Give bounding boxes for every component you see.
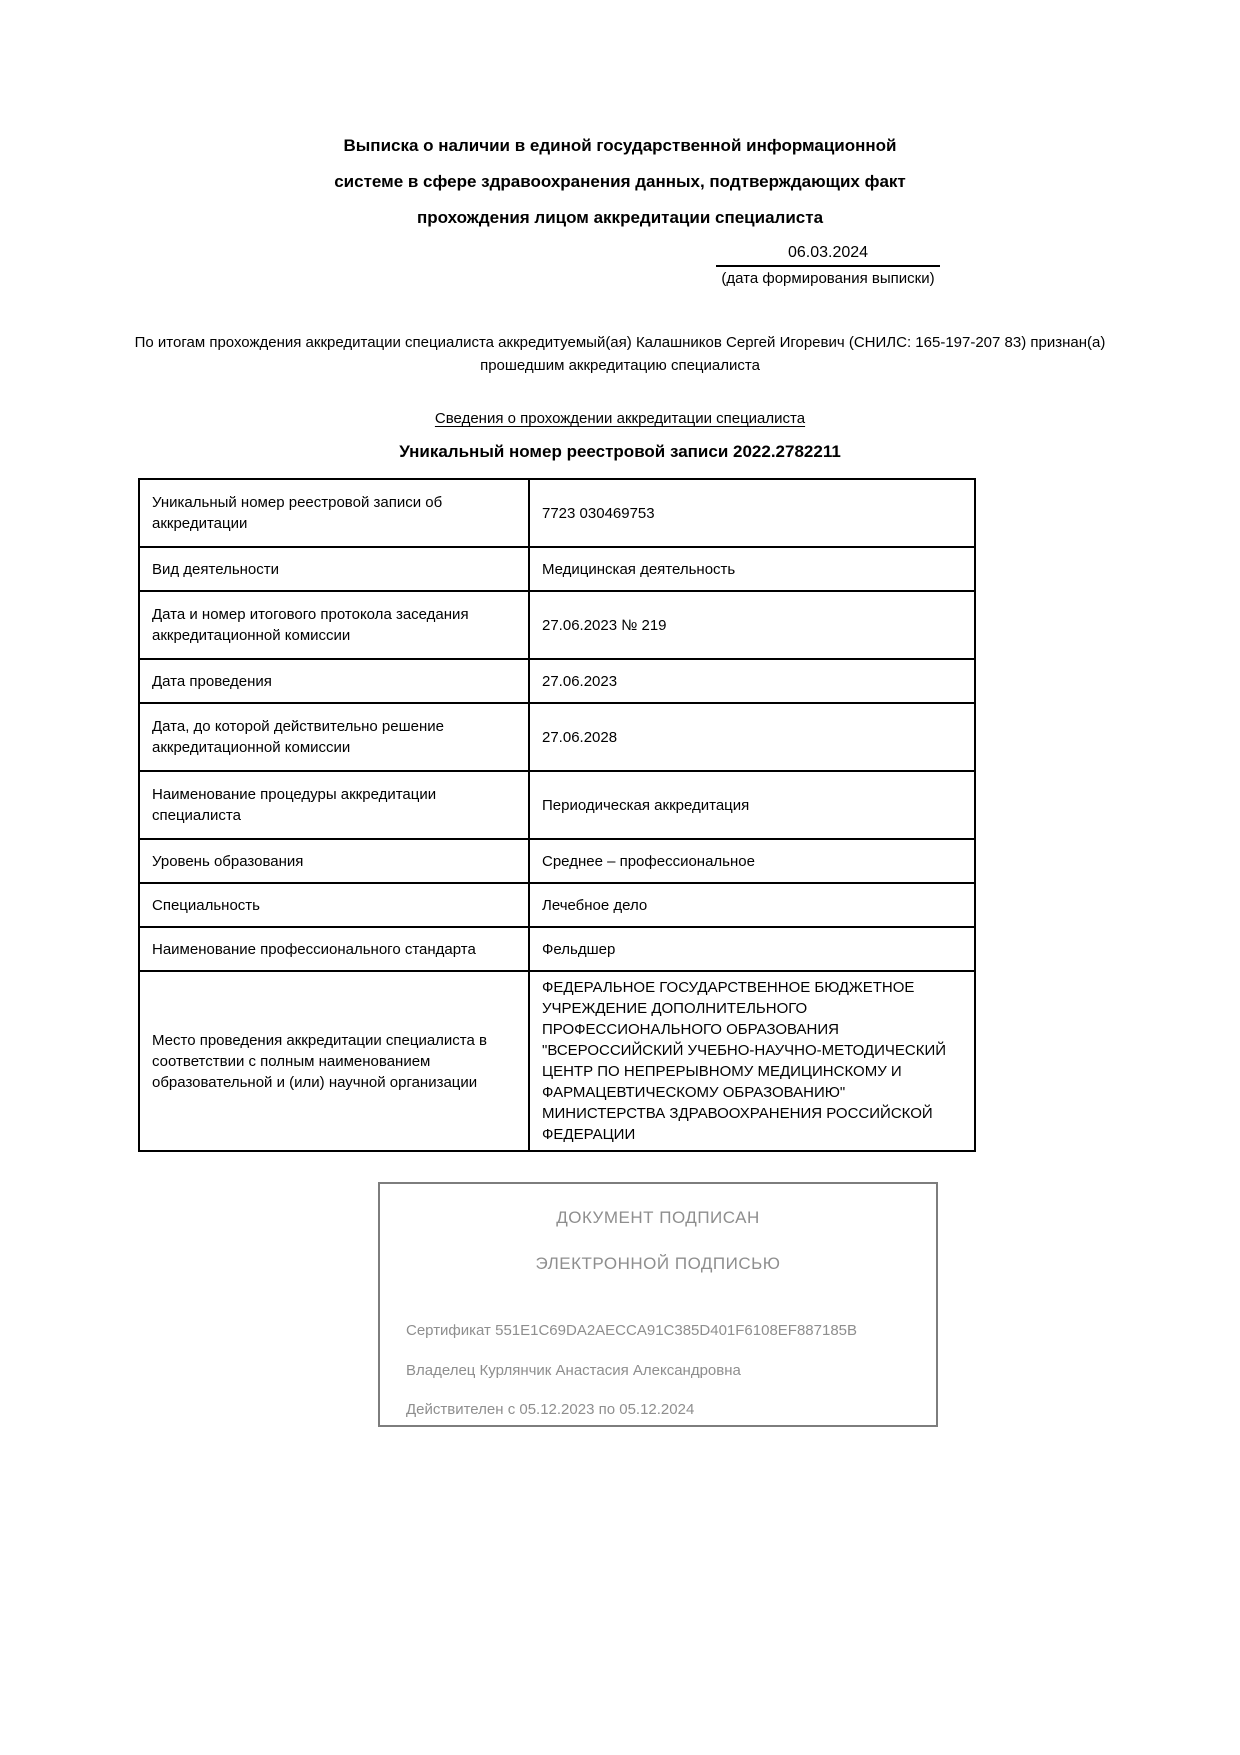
table-row (139, 771, 975, 839)
intro-paragraph: По итогам прохождения аккредитации специалиста аккредитуемый(ая) Калашников Сергей Игоревич (СНИЛС: 165-197-207 83) признан(а) прошедшим аккредитацию специалиста (134, 334, 1106, 374)
document-title-line: системе в сфере здравоохранения данных, подтверждающих факт (334, 172, 906, 191)
row-value: 7723 030469753 (529, 479, 975, 547)
registry-number-heading: Уникальный номер реестровой записи 2022.2782211 (399, 442, 841, 461)
row-label: Дата, до которой действительно решение аккредитационной комиссии (139, 703, 529, 771)
signature-owner: Владелец Курлянчик Анастасия Александровна (406, 1362, 741, 1379)
row-label: Наименование процедуры аккредитации специалиста (139, 771, 529, 839)
section-heading: Сведения о прохождении аккредитации специалиста (434, 410, 806, 427)
table-row (139, 883, 975, 927)
row-label: Место проведения аккредитации специалиста в соответствии с полным наименованием образовательной и (или) научной организации (139, 971, 529, 1151)
table-row (139, 547, 975, 591)
document-title-line: Выписка о наличии в единой государственной информационной (343, 136, 897, 155)
row-value: 27.06.2023 (529, 659, 975, 703)
row-value: Среднее – профессиональное (529, 839, 975, 883)
table-row (139, 479, 975, 547)
accreditation-table (138, 478, 976, 1152)
electronic-signature-box (378, 1182, 938, 1427)
row-value: 27.06.2028 (529, 703, 975, 771)
table-row (139, 971, 975, 1151)
table-row (139, 591, 975, 659)
row-label: Наименование профессионального стандарта (139, 927, 529, 971)
row-label: Уровень образования (139, 839, 529, 883)
issue-date-value: 06.03.2024 (716, 244, 940, 267)
signature-status-line-1: ДОКУМЕНТ ПОДПИСАН (556, 1208, 760, 1227)
signature-status-line-2: ЭЛЕКТРОННОЙ ПОДПИСЬЮ (535, 1254, 781, 1273)
row-label: Уникальный номер реестровой записи об аккредитации (139, 479, 529, 547)
row-label: Специальность (139, 883, 529, 927)
row-label: Дата проведения (139, 659, 529, 703)
row-value: Фельдшер (529, 927, 975, 971)
issue-date-caption: (дата формирования выписки) (721, 270, 935, 287)
signature-validity: Действителен с 05.12.2023 по 05.12.2024 (406, 1401, 695, 1418)
table-row (139, 839, 975, 883)
row-value: ФЕДЕРАЛЬНОЕ ГОСУДАРСТВЕННОЕ БЮДЖЕТНОЕ УЧРЕЖДЕНИЕ ДОПОЛНИТЕЛЬНОГО ПРОФЕССИОНАЛЬНОГО ОБРАЗОВАНИЯ "ВСЕРОССИЙСКИЙ УЧЕБНО-НАУЧНО-МЕТОДИЧЕСКИЙ ЦЕНТР ПО НЕПРЕРЫВНОМУ МЕДИЦИНСКОМУ И ФАРМАЦЕВТИЧЕСКОМУ ОБРАЗОВАНИЮ" МИНИСТЕРСТВА ЗДРАВООХРАНЕНИЯ РОССИЙСКОЙ ФЕДЕРАЦИИ (529, 971, 975, 1151)
document-title (0, 0, 1240, 236)
row-value: Лечебное дело (529, 883, 975, 927)
row-value: Периодическая аккредитация (529, 771, 975, 839)
issue-date-block (716, 244, 940, 287)
document-title-line: прохождения лицом аккредитации специалиста (416, 208, 824, 227)
row-value: Медицинская деятельность (529, 547, 975, 591)
row-label: Вид деятельности (139, 547, 529, 591)
table-row (139, 703, 975, 771)
row-value: 27.06.2023 № 219 (529, 591, 975, 659)
table-row (139, 927, 975, 971)
row-label: Дата и номер итогового протокола заседания аккредитационной комиссии (139, 591, 529, 659)
table-row (139, 659, 975, 703)
signature-certificate: Сертификат 551E1C69DA2AECCA91C385D401F6108EF887185B (406, 1322, 858, 1339)
